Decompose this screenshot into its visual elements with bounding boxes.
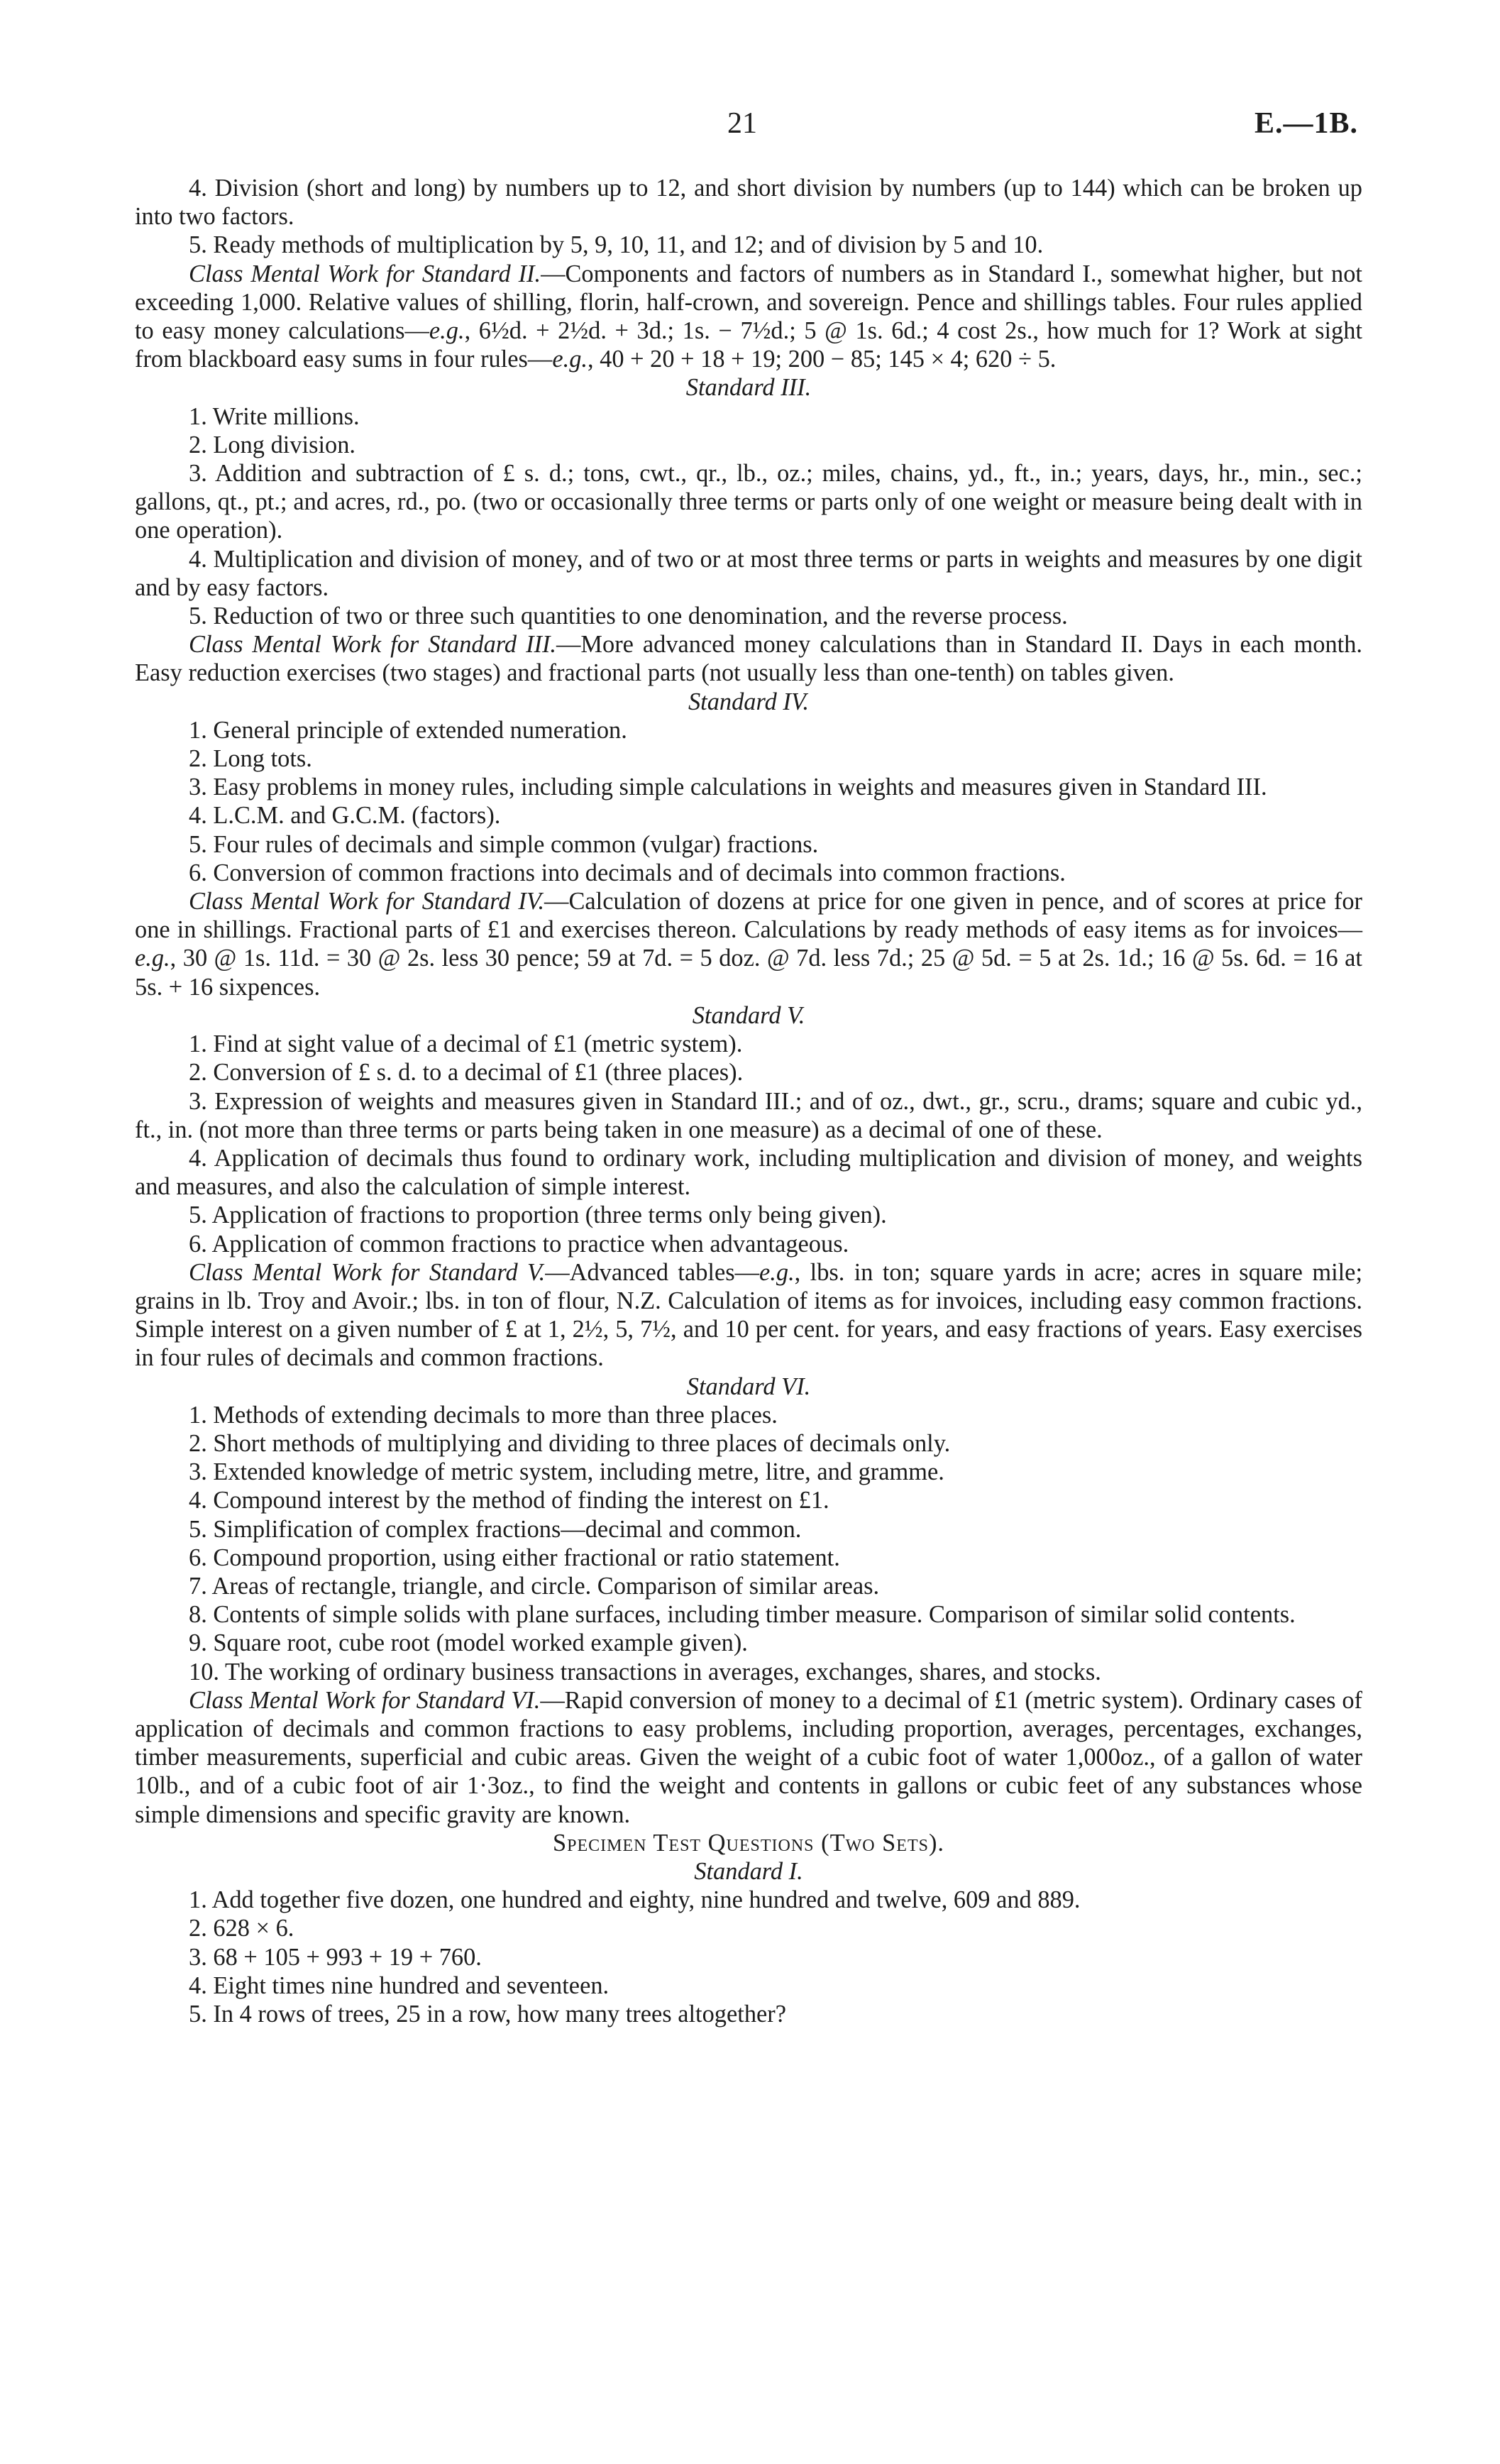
- list-item: 4. Application of decimals thus found to ordinary work, including multiplication and division of money, and weights and measures, and also the calculation of simple interest.: [135, 1144, 1362, 1201]
- document-body: [135, 174, 1362, 2028]
- list-item: 3. 68 + 105 + 993 + 19 + 760.: [189, 1943, 482, 1971]
- list-item: 1. Methods of extending decimals to more than three places.: [189, 1401, 778, 1429]
- list-item: 1. General principle of extended numeration.: [189, 716, 627, 744]
- list-item: 5. Application of fractions to proportion (three terms only being given).: [189, 1201, 887, 1229]
- list-item: 3. Expression of weights and measures given in Standard III.; and of oz., dwt., gr., scru., drams; square and cubic yd., ft., in. (not more than three terms or parts being taken in one measure) as a decimal of one of these.: [135, 1087, 1362, 1143]
- standard-3-heading: Standard III.: [685, 374, 812, 402]
- standard-6-heading: Standard VI.: [686, 1373, 811, 1400]
- list-item: 4. Multiplication and division of money, and of two or at most three terms or parts in weights and measures by one digit and by easy factors.: [135, 545, 1362, 601]
- list-item: 1. Write millions.: [189, 402, 360, 430]
- specimen-heading: Specimen Test Questions (Two Sets).: [552, 1829, 945, 1857]
- list-item: 3. Addition and subtraction of £ s. d.; tons, cwt., qr., lb., oz.; miles, chains, yd., ft., in.; years, days, hr., min., sec.; gallons, qt., pt.; and acres, rd., po. (two or occasionally three terms or parts only of one weight or measure being dealt with in one operation).: [135, 460, 1362, 544]
- list-item: 4. Compound interest by the method of finding the interest on £1.: [189, 1487, 829, 1514]
- list-item: 6. Conversion of common fractions into decimals and of decimals into common fractions.: [189, 859, 1066, 886]
- page-number: 21: [727, 107, 757, 140]
- standard-5-heading: Standard V.: [692, 1001, 805, 1029]
- list-item: 2. Short methods of multiplying and dividing to three places of decimals only.: [189, 1429, 951, 1457]
- list-item: 1. Find at sight value of a decimal of £1 (metric system).: [189, 1030, 743, 1058]
- class-mental-work-2: Class Mental Work for Standard II.—Components and factors of numbers as in Standard I., somewhat higher, but not exceeding 1,000. Relative values of shilling, florin, half-crown, and sovereign. Pence and shillings tables. Four rules applied to easy money calculations—e.g., 6½d. + 2½d. + 3d.; 1s. − 7½d.; 5 @ 1s. 6d.; 4 cost 2s., how much for 1? Work at sight from blackboard easy sums in four rules—e.g., 40 + 20 + 18 + 19; 200 − 85; 145 × 4; 620 ÷ 5.: [135, 260, 1362, 373]
- class-mental-work-6: Class Mental Work for Standard VI.—Rapid conversion of money to a decimal of £1 (metric system). Ordinary cases of application of decimals and common fractions to easy problems, including proportion, averages, percentages, exchanges, timber measurements, superficial and cubic areas. Given the weight of a cubic foot of water 1,000oz., of a gallon of water 10lb., and of a cubic foot of air 1·3oz., to find the weight and contents in gallons or cubic feet of any substances whose simple dimensions and specific gravity are known.: [135, 1686, 1362, 1828]
- list-item: 2. Conversion of £ s. d. to a decimal of £1 (three places).: [189, 1059, 744, 1087]
- document-reference: E.—1B.: [1254, 107, 1358, 140]
- list-item: 5. Four rules of decimals and simple common (vulgar) fractions.: [189, 830, 819, 858]
- list-item: 6. Compound proportion, using either fractional or ratio statement.: [189, 1544, 840, 1571]
- list-item: 6. Application of common fractions to practice when advantageous.: [189, 1230, 849, 1258]
- class-mental-work-5: Class Mental Work for Standard V.—Advanced tables—e.g., lbs. in ton; square yards in acre; acres in square mile; grains in lb. Troy and Avoir.; lbs. in ton of flour, N.Z. Calculation of items as for invoices, including easy common fractions. Simple interest on a given number of £ at 1, 2½, 5, 7½, and 10 per cent. for years, and easy fractions of years. Easy exercises in four rules of decimals and common fractions.: [135, 1258, 1362, 1372]
- list-item: 4. L.C.M. and G.C.M. (factors).: [189, 802, 501, 830]
- list-item: 9. Square root, cube root (model worked example given).: [189, 1629, 748, 1657]
- list-item: 2. Long division.: [189, 431, 356, 458]
- list-item: 5. Reduction of two or three such quantities to one denomination, and the reverse process.: [189, 603, 1068, 630]
- list-item: 4. Eight times nine hundred and seventeen.: [189, 1971, 610, 1999]
- class-mental-work-4: Class Mental Work for Standard IV.—Calculation of dozens at price for one given in pence, and of scores at price for one in shillings. Fractional parts of £1 and exercises thereon. Calculations by ready methods of easy items as for invoices—e.g., 30 @ 1s. 11d. = 30 @ 2s. less 30 pence; 59 at 7d. = 5 doz. @ 7d. less 7d.; 25 @ 5d. = 5 at 2s. 1d.; 16 @ 5s. 6d. = 16 at 5s. + 16 sixpences.: [135, 888, 1362, 1001]
- list-item: 3. Easy problems in money rules, including simple calculations in weights and measures given in Standard III.: [189, 774, 1267, 801]
- class-mental-label: Class Mental Work for Standard II.: [189, 260, 541, 287]
- list-item: 3. Extended knowledge of metric system, including metre, litre, and gramme.: [189, 1458, 944, 1486]
- list-item: 1. Add together five dozen, one hundred and eighty, nine hundred and twelve, 609 and 889.: [189, 1886, 1081, 1914]
- list-item: 8. Contents of simple solids with plane surfaces, including timber measure. Comparison of similar solid contents.: [189, 1601, 1296, 1629]
- list-item: 7. Areas of rectangle, triangle, and circle. Comparison of similar areas.: [189, 1572, 880, 1600]
- list-item: 5. In 4 rows of trees, 25 in a row, how many trees altogether?: [189, 2001, 786, 2028]
- paragraph: 4. Division (short and long) by numbers up to 12, and short division by numbers (up to 144) which can be broken up into two factors.: [135, 175, 1362, 231]
- list-item: 10. The working of ordinary business transactions in averages, exchanges, shares, and stocks.: [189, 1658, 1101, 1685]
- specimen-standard-1-heading: Standard I.: [694, 1857, 803, 1885]
- standard-4-heading: Standard IV.: [688, 688, 810, 715]
- list-item: 2. Long tots.: [189, 745, 312, 773]
- list-item: 5. Simplification of complex fractions—decimal and common.: [189, 1515, 802, 1543]
- paragraph: 5. Ready methods of multiplication by 5, 9, 10, 11, and 12; and of division by 5 and 10.: [189, 231, 1044, 259]
- class-mental-work-3: Class Mental Work for Standard III.—More advanced money calculations than in Standard II. Days in each month. Easy reduction exercises (two stages) and fractional parts (not usually less than one-tenth) on tables given.: [135, 631, 1362, 687]
- list-item: 2. 628 × 6.: [189, 1915, 294, 1942]
